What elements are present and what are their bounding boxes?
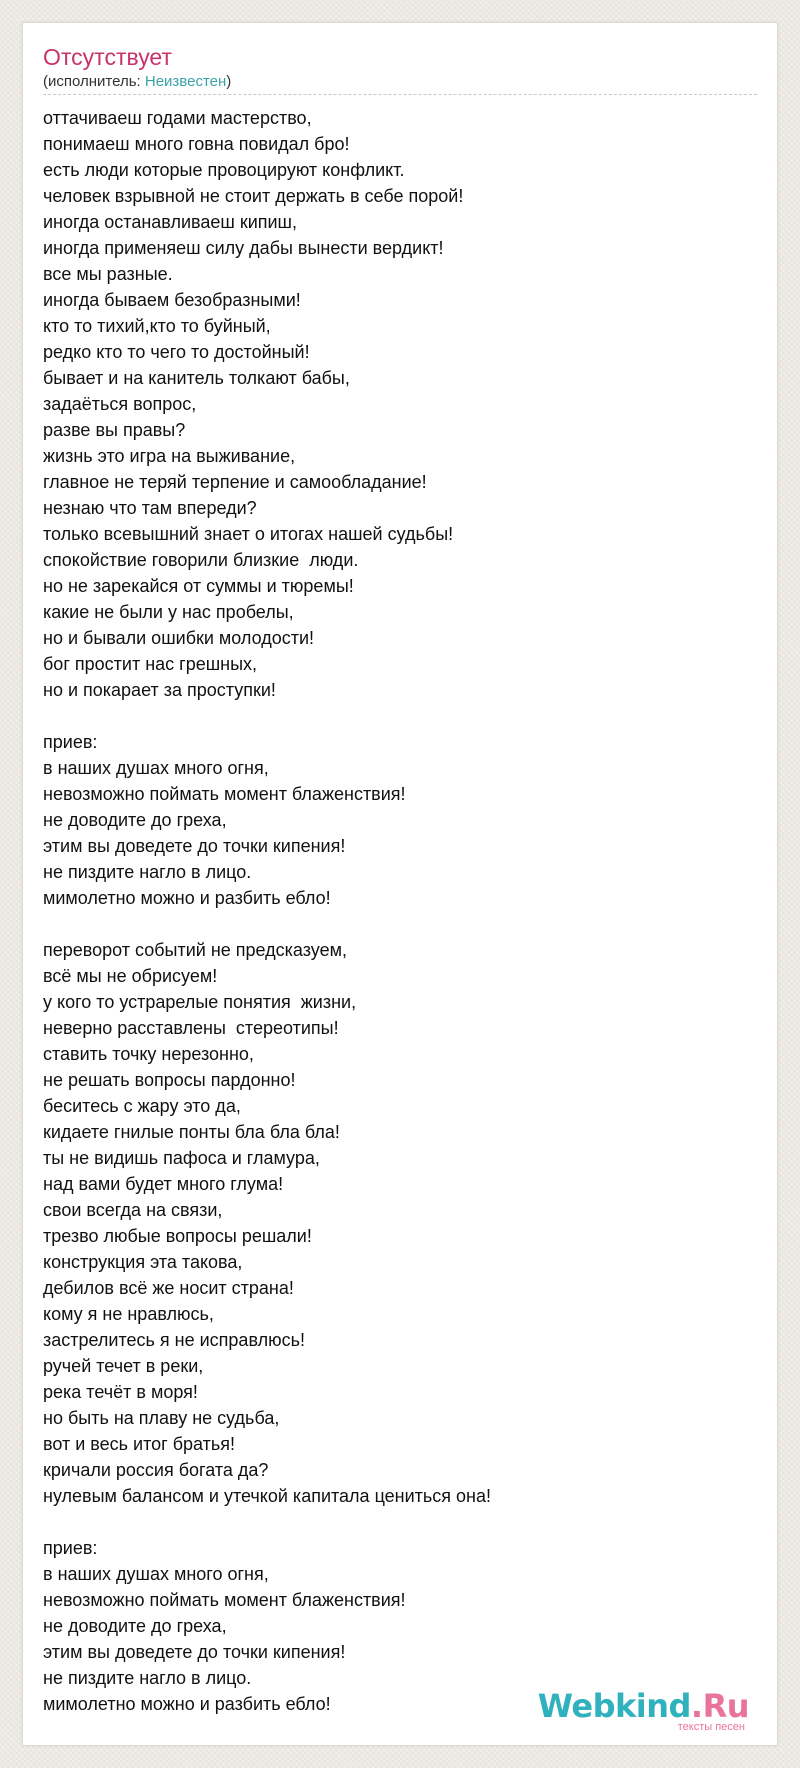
site-logo[interactable]: [538, 1689, 749, 1733]
performer-prefix: (исполнитель:: [43, 73, 145, 90]
logo-name: Webkind: [537, 1687, 691, 1725]
logo-tagline: тексты песен: [677, 1721, 745, 1733]
artist-link[interactable]: Неизвестен: [144, 73, 227, 90]
lyrics-card: [22, 22, 778, 1746]
performer-line: [43, 73, 231, 91]
logo-wordmark: [538, 1689, 749, 1723]
dashed-divider: [43, 94, 757, 95]
song-title: Отсутствует: [43, 44, 172, 70]
performer-suffix: ): [226, 73, 232, 90]
lyrics-text: оттачиваеш годами мастерство, понимаеш много говна повидал бро! есть люди которые провоцируют конфликт. человек взрывной не стоит держать в себе порой! иногда останавливаеш кипиш, иногда применяеш силу дабы вынести вердикт! все мы разные. иногда бываем безобразными! кто то тихий,кто то буйный, редко кто то чего то достойный! бывает и на канитель толкают бабы, задаёться вопрос, разве вы правы? жизнь это игра на выживание, главное не теряй терпение и самообладание! незнаю что там впереди? только всевышний знает о итогах нашей судьбы! спокойствие говорили близкие люди. но не зарекайся от суммы и тюремы! какие не были у нас пробелы, но и бывали ошибки молодости! бог простит нас грешных, но и покарает за проступки! приев: в наших душах много огня, невозможно поймать момент блаженствия! не доводите до греха, этим вы доведете до точки кипения! не пиздите нагло в лицо. мимолетно можно и разбить ебло! переворот событий не предсказуем, всё мы не обрисуем! у кого то устрарелые понятия жизни, неверно расставлены стереотипы! ставить точку нерезонно, не решать вопросы пардонно! беситесь с жару это да, кидаете гнилые понты бла бла бла! ты не видишь пафоса и гламура, над вами будет много глума! свои всегда на связи, трезво любые вопросы решали! конструкция эта такова, дебилов всё же носит страна! кому я не нравлюсь, застрелитесь я не исправлюсь! ручей течет в реки, река течёт в моря! но быть на плаву не судьба, вот и весь итог братья! кричали россия богата да? нулевым балансом и утечкой капитала цениться она! приев: в наших душах много огня, невозможно поймать момент блаженствия! не доводите до греха, этим вы доведете до точки кипения! не пиздите нагло в лицо. мимолетно можно и разбить ебло!: [43, 108, 492, 1714]
logo-tld: .Ru: [690, 1687, 749, 1725]
